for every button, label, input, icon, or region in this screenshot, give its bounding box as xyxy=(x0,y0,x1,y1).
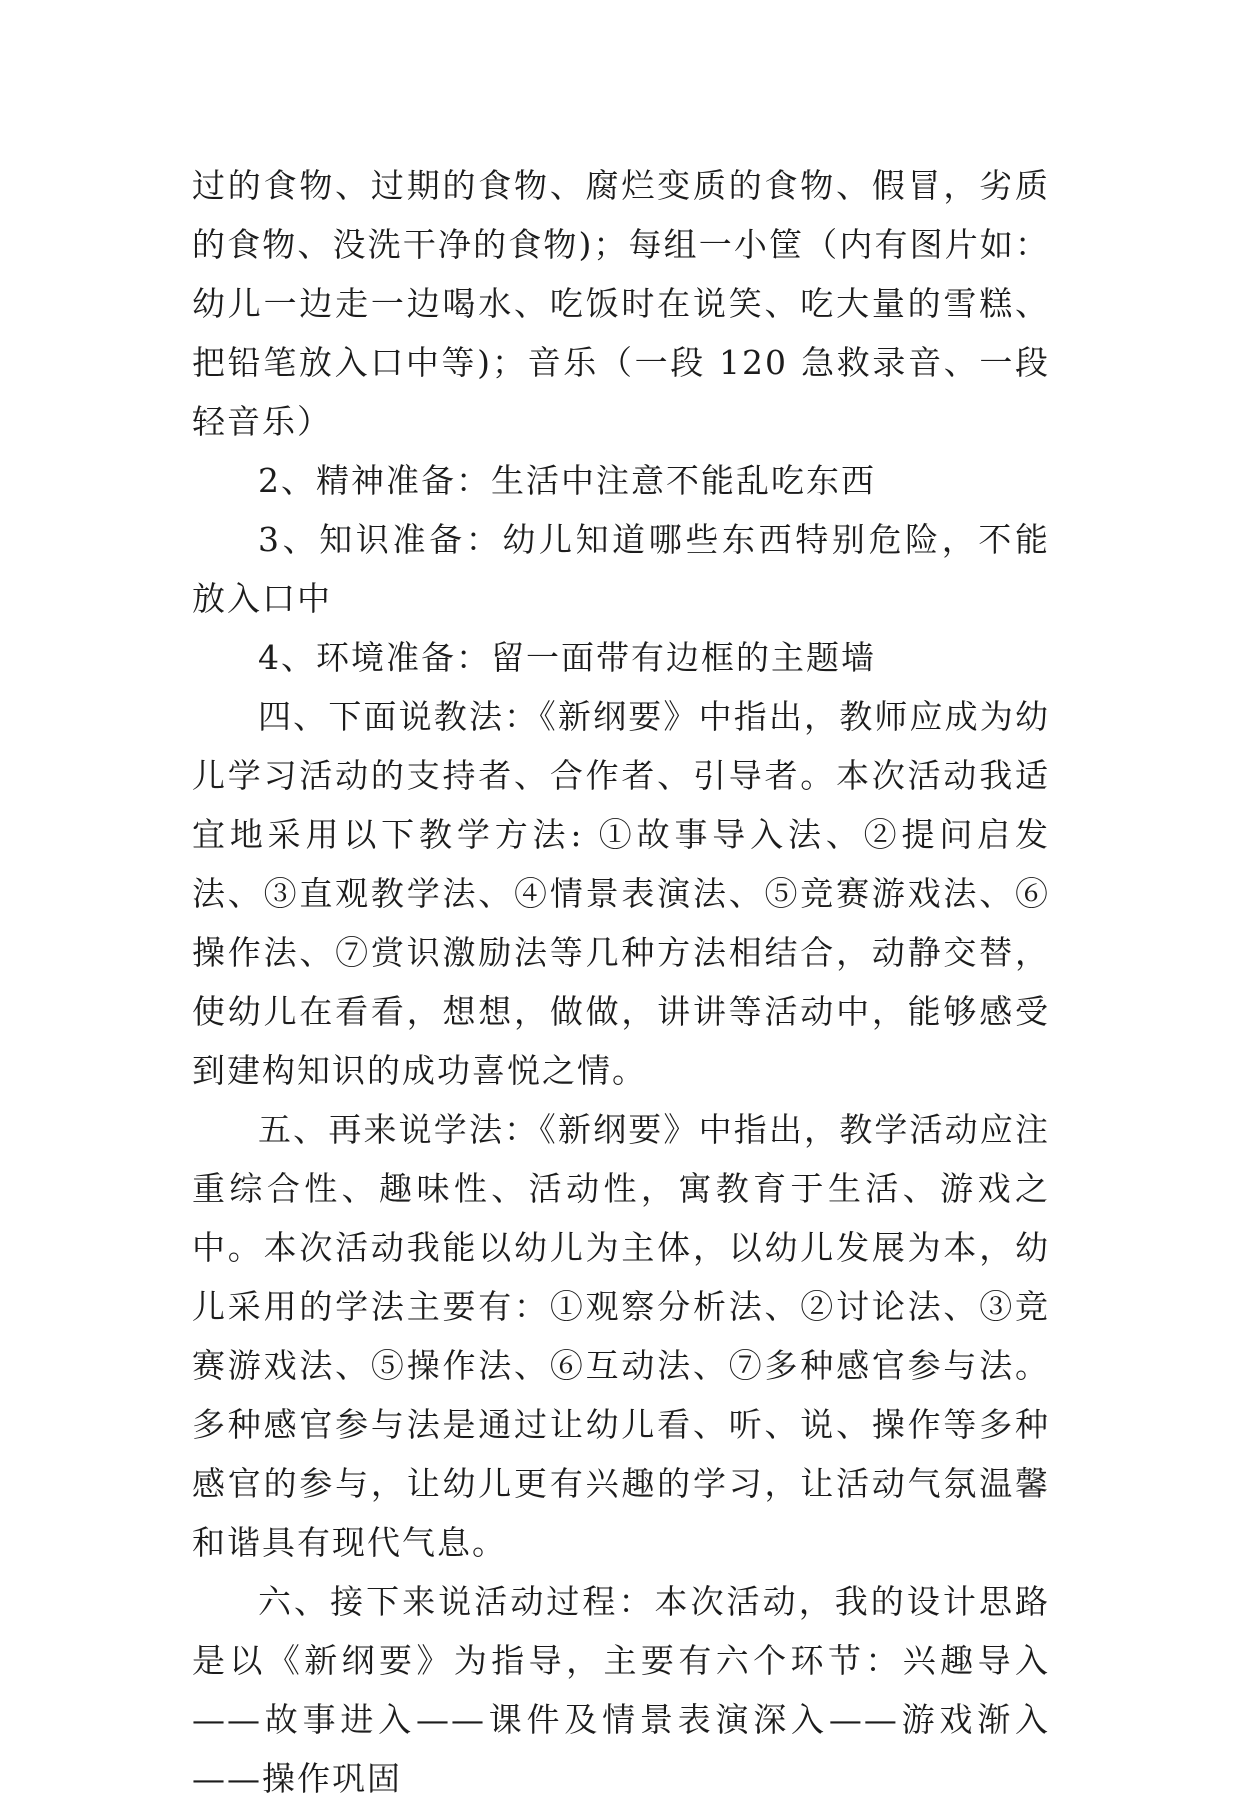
paragraph-knowledge-preparation: 3、知识准备：幼儿知道哪些东西特别危险，不能放入口中 xyxy=(192,520,1050,618)
paragraph-materials-continued: 过的食物、过期的食物、腐烂变质的食物、假冒，劣质的食物、没洗干净的食物)；每组一小筐（内有图片如：幼儿一边走一边喝水、吃饭时在说笑、吃大量的雪糕、把铅笔放入口中等)；音乐（一段 120 急救录音、一段轻音乐） xyxy=(192,166,1050,441)
paragraph-mental-preparation: 2、精神准备：生活中注意不能乱吃东西 xyxy=(258,461,876,500)
body-text xyxy=(192,156,1050,1808)
paragraph-teaching-methods: 四、下面说教法：《新纲要》中指出，教师应成为幼儿学习活动的支持者、合作者、引导者。本次活动我适宜地采用以下教学方法: ①故事导入法、②提问启发法、③直观教学法、④情景表演法、⑤竞赛游戏法、⑥操作法、⑦赏识激励法等几种方法相结合，动静交替，使幼儿在看看，想想，做做，讲讲等活动中，能够感受到建构知识的成功喜悦之情。 xyxy=(192,697,1050,1090)
paragraph-learning-methods: 五、再来说学法：《新纲要》中指出，教学活动应注重综合性、趣味性、活动性，寓教育于生活、游戏之中。本次活动我能以幼儿为主体，以幼儿发展为本，幼儿采用的学法主要有：①观察分析法、②讨论法、③竞赛游戏法、⑤操作法、⑥互动法、⑦多种感官参与法。多种感官参与法是通过让幼儿看、听、说、操作等多种感官的参与，让幼儿更有兴趣的学习，让活动气氛温馨和谐具有现代气息。 xyxy=(192,1110,1050,1562)
paragraph-environment-preparation: 4、环境准备：留一面带有边框的主题墙 xyxy=(258,638,876,677)
paragraph-activity-process: 六、接下来说活动过程：本次活动，我的设计思路是以《新纲要》为指导，主要有六个环节：兴趣导入——故事进入——课件及情景表演深入——游戏渐入——操作巩固 xyxy=(192,1582,1050,1798)
